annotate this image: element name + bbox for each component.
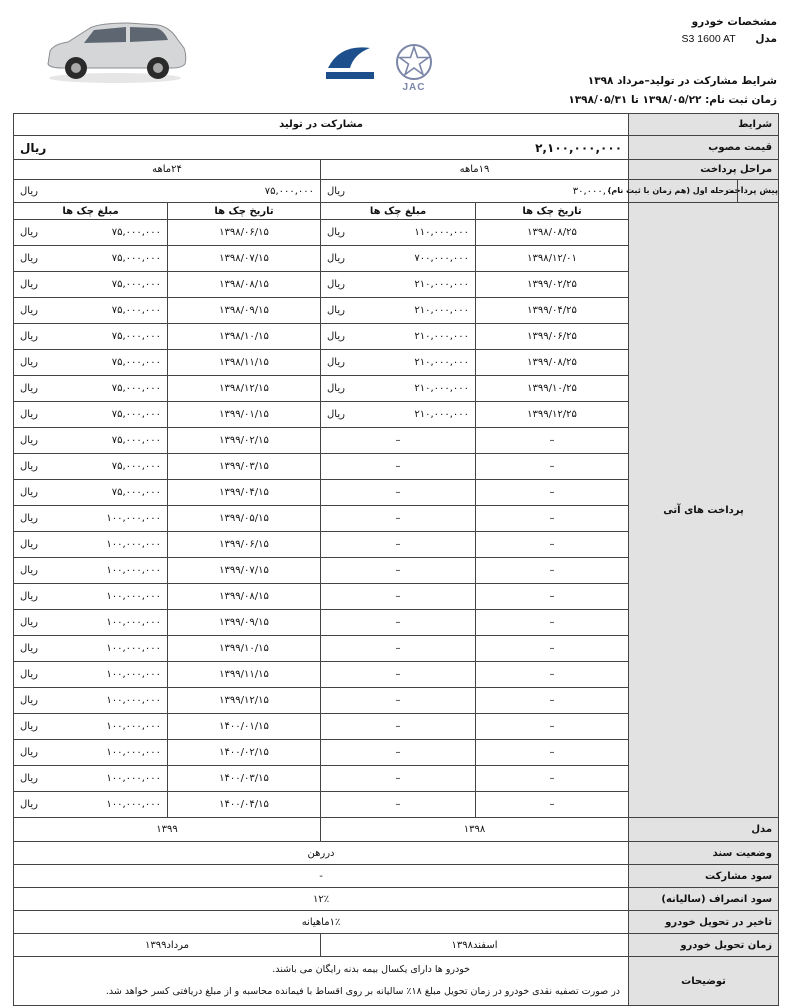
amount-19-cell: [321, 558, 476, 584]
conditions-title: شرایط مشارکت در تولید–مرداد ۱۳۹۸: [587, 75, 777, 87]
model-24: ۱۳۹۹: [14, 818, 321, 842]
conditions-block: [568, 72, 777, 110]
check-date: ۱۳۹۹/۰۲/۲۵: [527, 279, 577, 290]
note-2: در صورت تصفیه نقدی خودرو در زمان تحویل مبلغ ۱۸٪ سالیانه بر روی اقساط با فیمانده محاسبه و از مبلغ دریافتی کسر خواهد شد.: [105, 986, 621, 997]
check-date: ۱۳۹۸/۱۱/۱۵: [219, 357, 269, 368]
check-amount: ۱۰۰,۰۰۰,۰۰۰: [106, 747, 162, 758]
date-24-cell: [168, 766, 321, 792]
doc-label: وضعیت سند: [629, 842, 779, 865]
first-stage-label: مرحله اول (هم زمان با ثبت نام): [608, 180, 738, 202]
empty-dash: –: [395, 539, 401, 550]
check-amount: ۱۰۰,۰۰۰,۰۰۰: [106, 721, 162, 732]
model-value: S3 1600 AT: [681, 33, 736, 45]
empty-dash: –: [395, 747, 401, 758]
currency-label: ریال: [20, 747, 38, 758]
amount-24-cell: [14, 792, 168, 818]
empty-dash: –: [549, 669, 555, 680]
empty-dash: –: [549, 799, 555, 810]
amount-24-cell: [14, 428, 168, 454]
date-19-cell: [476, 428, 629, 454]
currency-label: ریال: [20, 253, 38, 264]
empty-dash: –: [395, 695, 401, 706]
check-date: ۱۳۹۹/۱۲/۱۵: [219, 695, 269, 706]
check-date: ۱۳۹۸/۰۹/۱۵: [219, 305, 269, 316]
amount-19-cell: [321, 714, 476, 740]
check-date: ۱۳۹۹/۰۳/۱۵: [219, 461, 269, 472]
date-24-cell: [168, 610, 321, 636]
notes-cell: [14, 957, 629, 1006]
currency-label: ریال: [327, 227, 345, 238]
date-19-cell: [476, 454, 629, 480]
check-date: ۱۳۹۸/۰۸/۱۵: [219, 279, 269, 290]
currency-label: ریال: [20, 305, 38, 316]
date-24-cell: [168, 688, 321, 714]
amount-24-cell: [14, 558, 168, 584]
empty-dash: –: [549, 591, 555, 602]
delay-row: [14, 911, 779, 934]
date-19-cell: [476, 636, 629, 662]
currency-label: ریال: [20, 383, 38, 394]
amount-24-cell: [14, 532, 168, 558]
empty-dash: –: [395, 591, 401, 602]
amount-24-cell: [14, 714, 168, 740]
column-header-row: [14, 203, 779, 220]
price-label: قیمت مصوب: [629, 136, 779, 160]
date-24-cell: [168, 428, 321, 454]
date-24-cell: [168, 246, 321, 272]
empty-dash: –: [395, 643, 401, 654]
currency-label: ریال: [20, 721, 38, 732]
date-19-cell: [476, 220, 629, 246]
delivery-label: زمان تحویل خودرو: [629, 934, 779, 957]
check-amount: ۱۰۰,۰۰۰,۰۰۰: [106, 591, 162, 602]
check-amount: ۲۱۰,۰۰۰,۰۰۰: [414, 279, 470, 290]
date-19-cell: [476, 350, 629, 376]
currency-label: ریال: [20, 773, 38, 784]
check-date: ۱۴۰۰/۰۱/۱۵: [219, 721, 269, 732]
amount-19-cell: [321, 532, 476, 558]
date-19-cell: [476, 792, 629, 818]
check-amount: ۷۵,۰۰۰,۰۰۰: [111, 357, 162, 368]
installments-label: پرداخت های آتی: [629, 203, 779, 818]
model-row: [14, 818, 779, 842]
currency-label: ریال: [20, 357, 38, 368]
prepay-label: پیش پرداخت: [725, 186, 779, 196]
check-date: ۱۳۹۹/۰۷/۱۵: [219, 565, 269, 576]
amount-19-cell: [321, 272, 476, 298]
empty-dash: –: [395, 487, 401, 498]
currency-label: ریال: [20, 409, 38, 420]
price-currency: ریال: [20, 140, 47, 155]
check-amount: ۷۵,۰۰۰,۰۰۰: [111, 461, 162, 472]
check-date: ۱۳۹۹/۰۲/۱۵: [219, 435, 269, 446]
empty-dash: –: [395, 773, 401, 784]
check-date: ۱۳۹۹/۰۱/۱۵: [219, 409, 269, 420]
date-19-cell: [476, 610, 629, 636]
check-amount: ۱۰۰,۰۰۰,۰۰۰: [106, 695, 162, 706]
delay-value: ۱٪ماهیانه: [14, 911, 629, 934]
amount-19-cell: [321, 350, 476, 376]
check-amount: ۲۱۰,۰۰۰,۰۰۰: [414, 409, 470, 420]
currency-label: ریال: [327, 357, 345, 368]
amount-19-cell: [321, 298, 476, 324]
empty-dash: –: [395, 721, 401, 732]
currency-label: ریال: [20, 617, 38, 628]
date-19-cell: [476, 402, 629, 428]
currency-label: ریال: [327, 383, 345, 394]
check-amount: ۱۰۰,۰۰۰,۰۰۰: [106, 773, 162, 784]
amount-24-cell: [14, 688, 168, 714]
check-date: ۱۳۹۸/۱۰/۱۵: [219, 331, 269, 342]
amount-19-cell: [321, 636, 476, 662]
amount-19-cell: [321, 506, 476, 532]
empty-dash: –: [395, 513, 401, 524]
date-24-cell: [168, 740, 321, 766]
check-amount: ۷۵,۰۰۰,۰۰۰: [111, 383, 162, 394]
check-date: ۱۳۹۸/۰۸/۲۵: [527, 227, 577, 238]
currency-label: ریال: [20, 565, 38, 576]
date-24-cell: [168, 636, 321, 662]
check-amount: ۱۰۰,۰۰۰,۰۰۰: [106, 643, 162, 654]
check-date: ۱۳۹۹/۰۸/۱۵: [219, 591, 269, 602]
amount-19-cell: [321, 454, 476, 480]
empty-dash: –: [549, 643, 555, 654]
date-24-cell: [168, 402, 321, 428]
model-line: [682, 31, 777, 48]
profit-label: سود مشارکت: [629, 865, 779, 888]
amount-19-cell: [321, 740, 476, 766]
check-date: ۱۳۹۹/۰۹/۱۵: [219, 617, 269, 628]
currency-label: ریال: [20, 331, 38, 342]
amount-24-cell: [14, 662, 168, 688]
empty-dash: –: [395, 435, 401, 446]
empty-dash: –: [395, 617, 401, 628]
amount-19-cell: [321, 324, 476, 350]
amount-19-cell: [321, 662, 476, 688]
amount-24-cell: [14, 350, 168, 376]
check-amount: ۷۵,۰۰۰,۰۰۰: [111, 409, 162, 420]
currency-label: ریال: [20, 435, 38, 446]
price-row: [14, 136, 779, 160]
date-19-cell: [476, 584, 629, 610]
empty-dash: –: [549, 617, 555, 628]
amount-24-cell: [14, 506, 168, 532]
date-24-cell: [168, 532, 321, 558]
amount-19-cell: [321, 402, 476, 428]
empty-dash: –: [549, 513, 555, 524]
amount-24-cell: [14, 376, 168, 402]
registration-line: [568, 91, 777, 110]
amount-19-cell: [321, 376, 476, 402]
stages-label: مراحل پرداخت: [629, 160, 779, 180]
check-date: ۱۳۹۹/۰۴/۱۵: [219, 487, 269, 498]
amount-19-cell: [321, 584, 476, 610]
check-date: ۱۳۹۸/۰۶/۱۵: [219, 227, 269, 238]
profit-value: -: [14, 865, 629, 888]
check-amount: ۲۱۰,۰۰۰,۰۰۰: [414, 331, 470, 342]
installment-table: [13, 113, 779, 1006]
amount-19-cell: [321, 766, 476, 792]
col-amount-24: مبلغ چک ها: [14, 203, 168, 220]
check-date: ۱۳۹۹/۰۴/۲۵: [527, 305, 577, 316]
check-date: ۱۳۹۹/۱۰/۲۵: [527, 383, 577, 394]
check-amount: ۲۱۰,۰۰۰,۰۰۰: [414, 305, 470, 316]
amount-19-cell: [321, 792, 476, 818]
notes-row: [14, 957, 779, 1006]
currency-label: ریال: [327, 279, 345, 290]
empty-dash: –: [395, 565, 401, 576]
amount-24-cell: [14, 246, 168, 272]
amount-24-cell: [14, 324, 168, 350]
date-24-cell: [168, 558, 321, 584]
plan-title: مشارکت در تولید: [14, 114, 629, 136]
date-19-cell: [476, 558, 629, 584]
prepay-24-value: ۷۵,۰۰۰,۰۰۰: [264, 185, 315, 197]
date-19-cell: [476, 246, 629, 272]
check-date: ۱۴۰۰/۰۲/۱۵: [219, 747, 269, 758]
currency-label: ریال: [20, 643, 38, 654]
delay-label: تاخیر در تحویل خودرو: [629, 911, 779, 934]
check-date: ۱۴۰۰/۰۴/۱۵: [219, 799, 269, 810]
date-24-cell: [168, 298, 321, 324]
check-amount: ۱۰۰,۰۰۰,۰۰۰: [106, 617, 162, 628]
delivery-19: اسفند۱۳۹۸: [321, 934, 629, 957]
check-amount: ۷۰۰,۰۰۰,۰۰۰: [414, 253, 470, 264]
check-date: ۱۳۹۹/۰۶/۱۵: [219, 539, 269, 550]
empty-dash: –: [549, 773, 555, 784]
check-amount: ۷۵,۰۰۰,۰۰۰: [111, 487, 162, 498]
check-amount: ۷۵,۰۰۰,۰۰۰: [111, 279, 162, 290]
amount-24-cell: [14, 402, 168, 428]
cancel-value: ۱۲٪: [14, 888, 629, 911]
profit-row: [14, 865, 779, 888]
delivery-row: [14, 934, 779, 957]
note-1: خودرو ها دارای یکسال بیمه بدنه رایگان می باشند.: [272, 964, 471, 975]
title-row: [14, 114, 779, 136]
prepay-24-cell: [14, 180, 321, 203]
spec-block: [682, 14, 777, 48]
check-amount: ۷۵,۰۰۰,۰۰۰: [111, 435, 162, 446]
prepay-19-value: ۳۰,۰۰۰,۰۰۰: [572, 185, 623, 197]
currency-label: ریال: [20, 539, 38, 550]
date-24-cell: [168, 350, 321, 376]
amount-19-cell: [321, 428, 476, 454]
conditions-label: شرایط: [629, 114, 779, 136]
empty-dash: –: [395, 461, 401, 472]
empty-dash: –: [549, 487, 555, 498]
empty-dash: –: [549, 461, 555, 472]
cancel-row: [14, 888, 779, 911]
date-19-cell: [476, 298, 629, 324]
check-amount: ۲۱۰,۰۰۰,۰۰۰: [414, 357, 470, 368]
amount-24-cell: [14, 454, 168, 480]
amount-24-cell: [14, 584, 168, 610]
company-logo-icon: [324, 42, 378, 84]
currency-label: ریال: [327, 409, 345, 420]
model-label: مدل: [755, 33, 777, 45]
price-value: ۲,۱۰۰,۰۰۰,۰۰۰: [535, 140, 623, 155]
notes-label: توضیحات: [629, 957, 779, 1006]
currency-label: ریال: [20, 227, 38, 238]
amount-24-cell: [14, 220, 168, 246]
cancel-label: سود انصراف (سالیانه): [629, 888, 779, 911]
amount-19-cell: [321, 220, 476, 246]
jac-star-icon: [386, 42, 442, 82]
currency-label: ریال: [327, 331, 345, 342]
empty-dash: –: [549, 747, 555, 758]
check-date: ۱۳۹۹/۱۱/۱۵: [219, 669, 269, 680]
check-date: ۱۳۹۹/۰۵/۱۵: [219, 513, 269, 524]
doc-row: [14, 842, 779, 865]
empty-dash: –: [395, 669, 401, 680]
prepay-19-cell: [321, 180, 629, 203]
empty-dash: –: [549, 721, 555, 732]
stages-row: [14, 160, 779, 180]
date-24-cell: [168, 584, 321, 610]
check-amount: ۱۰۰,۰۰۰,۰۰۰: [106, 565, 162, 576]
currency-label: ریال: [20, 695, 38, 706]
prepay-19-currency: ریال: [327, 185, 345, 197]
check-amount: ۲۱۰,۰۰۰,۰۰۰: [414, 383, 470, 394]
amount-19-cell: [321, 688, 476, 714]
check-date: ۱۴۰۰/۰۳/۱۵: [219, 773, 269, 784]
date-19-cell: [476, 480, 629, 506]
amount-19-cell: [321, 610, 476, 636]
amount-19-cell: [321, 246, 476, 272]
check-amount: ۱۰۰,۰۰۰,۰۰۰: [106, 799, 162, 810]
check-amount: ۷۵,۰۰۰,۰۰۰: [111, 227, 162, 238]
date-24-cell: [168, 714, 321, 740]
model-row-label: مدل: [629, 818, 779, 842]
check-date: ۱۳۹۹/۱۲/۲۵: [527, 409, 577, 420]
amount-24-cell: [14, 298, 168, 324]
currency-label: ریال: [20, 513, 38, 524]
amount-24-cell: [14, 480, 168, 506]
date-19-cell: [476, 662, 629, 688]
delivery-24: مرداد۱۳۹۹: [14, 934, 321, 957]
amount-24-cell: [14, 766, 168, 792]
amount-24-cell: [14, 636, 168, 662]
date-19-cell: [476, 740, 629, 766]
amount-24-cell: [14, 740, 168, 766]
date-19-cell: [476, 324, 629, 350]
doc-value: دررهن: [14, 842, 629, 865]
amount-19-cell: [321, 480, 476, 506]
car-image: [40, 18, 190, 86]
registration-value: ۱۳۹۸/۰۵/۲۲ تا ۱۳۹۸/۰۵/۳۱: [568, 94, 702, 106]
check-amount: ۱۰۰,۰۰۰,۰۰۰: [106, 669, 162, 680]
currency-label: ریال: [327, 305, 345, 316]
plan-24-label: ۲۴ماهه: [14, 160, 321, 180]
prepay-label-cell: [607, 180, 779, 203]
check-date: ۱۳۹۸/۰۷/۱۵: [219, 253, 269, 264]
currency-label: ریال: [20, 461, 38, 472]
date-19-cell: [476, 272, 629, 298]
prepay-24-currency: ریال: [20, 185, 38, 197]
date-19-cell: [476, 506, 629, 532]
empty-dash: –: [549, 565, 555, 576]
check-amount: ۱۱۰,۰۰۰,۰۰۰: [414, 227, 470, 238]
date-24-cell: [168, 792, 321, 818]
check-amount: ۷۵,۰۰۰,۰۰۰: [111, 305, 162, 316]
date-19-cell: [476, 532, 629, 558]
empty-dash: –: [549, 539, 555, 550]
col-amount-19: مبلغ چک ها: [321, 203, 476, 220]
jac-logo: [386, 42, 442, 93]
spec-title: مشخصات خودرو: [691, 16, 777, 28]
price-cell: [14, 136, 629, 160]
date-24-cell: [168, 324, 321, 350]
date-19-cell: [476, 376, 629, 402]
date-24-cell: [168, 506, 321, 532]
currency-label: ریال: [20, 487, 38, 498]
check-date: ۱۳۹۹/۱۰/۱۵: [219, 643, 269, 654]
check-amount: ۷۵,۰۰۰,۰۰۰: [111, 331, 162, 342]
prepay-row: [14, 180, 779, 203]
col-date-24: تاریخ چک ها: [168, 203, 321, 220]
empty-dash: –: [549, 435, 555, 446]
date-24-cell: [168, 220, 321, 246]
plan-19-label: ۱۹ماهه: [321, 160, 629, 180]
col-date-19: تاریخ چک ها: [476, 203, 629, 220]
empty-dash: –: [549, 695, 555, 706]
amount-24-cell: [14, 610, 168, 636]
date-24-cell: [168, 376, 321, 402]
check-date: ۱۳۹۹/۰۶/۲۵: [527, 331, 577, 342]
registration-label: زمان ثبت نام:: [705, 94, 777, 106]
check-amount: ۱۰۰,۰۰۰,۰۰۰: [106, 539, 162, 550]
model-19: ۱۳۹۸: [321, 818, 629, 842]
check-date: ۱۳۹۸/۱۲/۰۱: [527, 253, 577, 264]
date-19-cell: [476, 688, 629, 714]
currency-label: ریال: [20, 799, 38, 810]
check-amount: ۷۵,۰۰۰,۰۰۰: [111, 253, 162, 264]
check-date: ۱۳۹۸/۱۲/۱۵: [219, 383, 269, 394]
check-date: ۱۳۹۹/۰۸/۲۵: [527, 357, 577, 368]
jac-logo-text: JAC: [402, 82, 426, 93]
empty-dash: –: [395, 799, 401, 810]
currency-label: ریال: [20, 279, 38, 290]
date-24-cell: [168, 662, 321, 688]
currency-label: ریال: [20, 669, 38, 680]
amount-24-cell: [14, 272, 168, 298]
date-24-cell: [168, 454, 321, 480]
currency-label: ریال: [20, 591, 38, 602]
currency-label: ریال: [327, 253, 345, 264]
check-amount: ۱۰۰,۰۰۰,۰۰۰: [106, 513, 162, 524]
date-24-cell: [168, 480, 321, 506]
date-24-cell: [168, 272, 321, 298]
date-19-cell: [476, 766, 629, 792]
date-19-cell: [476, 714, 629, 740]
